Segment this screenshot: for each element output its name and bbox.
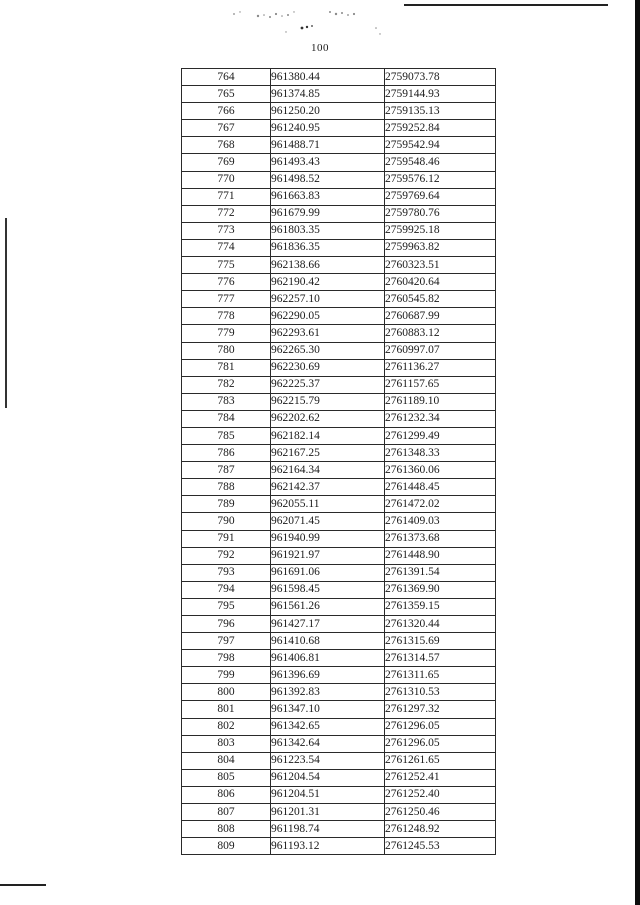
table-row [182, 154, 496, 171]
x-coordinate-cell: 961374.85 [271, 86, 385, 103]
point-number-cell: 807 [182, 804, 271, 821]
x-coordinate-cell: 962293.61 [271, 325, 385, 342]
x-coordinate-cell: 961406.81 [271, 650, 385, 667]
x-coordinate-cell: 962257.10 [271, 291, 385, 308]
point-number-cell: 799 [182, 667, 271, 684]
table-row [182, 291, 496, 308]
point-number-cell: 809 [182, 838, 271, 855]
point-number-cell: 782 [182, 376, 271, 393]
point-number-cell: 793 [182, 564, 271, 581]
point-number-cell: 789 [182, 496, 271, 513]
table-row [182, 393, 496, 410]
table-row [182, 496, 496, 513]
x-coordinate-cell: 961921.97 [271, 547, 385, 564]
y-coordinate-cell: 2761348.33 [385, 445, 496, 462]
y-coordinate-cell: 2761311.65 [385, 667, 496, 684]
x-coordinate-cell: 962230.69 [271, 359, 385, 376]
scan-left-mark [5, 218, 7, 408]
y-coordinate-cell: 2761245.53 [385, 838, 496, 855]
y-coordinate-cell: 2761369.90 [385, 581, 496, 598]
point-number-cell: 767 [182, 120, 271, 137]
y-coordinate-cell: 2761391.54 [385, 564, 496, 581]
x-coordinate-cell: 961598.45 [271, 581, 385, 598]
x-coordinate-cell: 962138.66 [271, 257, 385, 274]
x-coordinate-cell: 961392.83 [271, 684, 385, 701]
x-coordinate-cell: 961342.65 [271, 718, 385, 735]
y-coordinate-cell: 2761373.68 [385, 530, 496, 547]
y-coordinate-cell: 2761448.45 [385, 479, 496, 496]
x-coordinate-cell: 961940.99 [271, 530, 385, 547]
y-coordinate-cell: 2761252.40 [385, 786, 496, 803]
table-row [182, 445, 496, 462]
y-coordinate-cell: 2760323.51 [385, 257, 496, 274]
point-number-cell: 785 [182, 427, 271, 444]
y-coordinate-cell: 2759073.78 [385, 69, 496, 86]
table-row [182, 752, 496, 769]
point-number-cell: 778 [182, 308, 271, 325]
x-coordinate-cell: 961493.43 [271, 154, 385, 171]
y-coordinate-cell: 2761360.06 [385, 462, 496, 479]
table-row [182, 137, 496, 154]
table-row [182, 786, 496, 803]
point-number-cell: 802 [182, 718, 271, 735]
x-coordinate-cell: 961204.51 [271, 786, 385, 803]
y-coordinate-cell: 2761409.03 [385, 513, 496, 530]
point-number-cell: 777 [182, 291, 271, 308]
x-coordinate-cell: 962265.30 [271, 342, 385, 359]
y-coordinate-cell: 2760420.64 [385, 274, 496, 291]
table-row [182, 462, 496, 479]
y-coordinate-cell: 2759252.84 [385, 120, 496, 137]
point-number-cell: 786 [182, 445, 271, 462]
point-number-cell: 784 [182, 410, 271, 427]
point-number-cell: 787 [182, 462, 271, 479]
table-row [182, 120, 496, 137]
x-coordinate-cell: 961347.10 [271, 701, 385, 718]
x-coordinate-cell: 961679.99 [271, 205, 385, 222]
y-coordinate-cell: 2761296.05 [385, 735, 496, 752]
x-coordinate-cell: 961193.12 [271, 838, 385, 855]
x-coordinate-cell: 961803.35 [271, 222, 385, 239]
table-row [182, 171, 496, 188]
table-row [182, 616, 496, 633]
table-row [182, 188, 496, 205]
table-row [182, 769, 496, 786]
point-number-cell: 788 [182, 479, 271, 496]
coordinate-table-body [182, 69, 496, 855]
point-number-cell: 795 [182, 598, 271, 615]
point-number-cell: 765 [182, 86, 271, 103]
table-row [182, 86, 496, 103]
y-coordinate-cell: 2759963.82 [385, 239, 496, 256]
table-row [182, 308, 496, 325]
scan-top-line [404, 4, 608, 6]
y-coordinate-cell: 2761315.69 [385, 633, 496, 650]
x-coordinate-cell: 962215.79 [271, 393, 385, 410]
point-number-cell: 783 [182, 393, 271, 410]
point-number-cell: 794 [182, 581, 271, 598]
y-coordinate-cell: 2761296.05 [385, 718, 496, 735]
point-number-cell: 769 [182, 154, 271, 171]
table-row [182, 650, 496, 667]
point-number-cell: 774 [182, 239, 271, 256]
x-coordinate-cell: 961427.17 [271, 616, 385, 633]
table-row [182, 547, 496, 564]
table-row [182, 513, 496, 530]
scan-right-edge [635, 0, 640, 905]
point-number-cell: 791 [182, 530, 271, 547]
x-coordinate-cell: 961342.64 [271, 735, 385, 752]
table-row [182, 838, 496, 855]
point-number-cell: 800 [182, 684, 271, 701]
point-number-cell: 797 [182, 633, 271, 650]
x-coordinate-cell: 962142.37 [271, 479, 385, 496]
x-coordinate-cell: 961198.74 [271, 821, 385, 838]
table-row [182, 103, 496, 120]
y-coordinate-cell: 2759548.46 [385, 154, 496, 171]
x-coordinate-cell: 962071.45 [271, 513, 385, 530]
table-row [182, 239, 496, 256]
point-number-cell: 804 [182, 752, 271, 769]
x-coordinate-cell: 962055.11 [271, 496, 385, 513]
point-number-cell: 773 [182, 222, 271, 239]
x-coordinate-cell: 961488.71 [271, 137, 385, 154]
y-coordinate-cell: 2759769.64 [385, 188, 496, 205]
point-number-cell: 766 [182, 103, 271, 120]
table-row [182, 701, 496, 718]
y-coordinate-cell: 2759925.18 [385, 222, 496, 239]
table-row [182, 804, 496, 821]
x-coordinate-cell: 961240.95 [271, 120, 385, 137]
y-coordinate-cell: 2761261.65 [385, 752, 496, 769]
coordinate-table [181, 68, 496, 855]
table-row [182, 274, 496, 291]
table-row [182, 684, 496, 701]
point-number-cell: 779 [182, 325, 271, 342]
table-row [182, 564, 496, 581]
y-coordinate-cell: 2761320.44 [385, 616, 496, 633]
y-coordinate-cell: 2760687.99 [385, 308, 496, 325]
y-coordinate-cell: 2759576.12 [385, 171, 496, 188]
point-number-cell: 776 [182, 274, 271, 291]
table-row [182, 427, 496, 444]
x-coordinate-cell: 962202.62 [271, 410, 385, 427]
point-number-cell: 780 [182, 342, 271, 359]
scan-bottom-line [0, 884, 46, 886]
point-number-cell: 808 [182, 821, 271, 838]
y-coordinate-cell: 2761189.10 [385, 393, 496, 410]
y-coordinate-cell: 2761157.65 [385, 376, 496, 393]
table-row [182, 359, 496, 376]
x-coordinate-cell: 961223.54 [271, 752, 385, 769]
point-number-cell: 790 [182, 513, 271, 530]
page-number: 100 [311, 42, 329, 54]
point-number-cell: 770 [182, 171, 271, 188]
x-coordinate-cell: 961561.26 [271, 598, 385, 615]
point-number-cell: 781 [182, 359, 271, 376]
y-coordinate-cell: 2761136.27 [385, 359, 496, 376]
y-coordinate-cell: 2759780.76 [385, 205, 496, 222]
y-coordinate-cell: 2761472.02 [385, 496, 496, 513]
table-row [182, 598, 496, 615]
point-number-cell: 775 [182, 257, 271, 274]
point-number-cell: 764 [182, 69, 271, 86]
scan-smudge [226, 6, 396, 42]
x-coordinate-cell: 961396.69 [271, 667, 385, 684]
x-coordinate-cell: 961691.06 [271, 564, 385, 581]
y-coordinate-cell: 2761250.46 [385, 804, 496, 821]
table-row [182, 205, 496, 222]
y-coordinate-cell: 2761448.90 [385, 547, 496, 564]
table-row [182, 222, 496, 239]
x-coordinate-cell: 961380.44 [271, 69, 385, 86]
table-row [182, 410, 496, 427]
y-coordinate-cell: 2761310.53 [385, 684, 496, 701]
x-coordinate-cell: 962164.34 [271, 462, 385, 479]
point-number-cell: 801 [182, 701, 271, 718]
x-coordinate-cell: 961201.31 [271, 804, 385, 821]
x-coordinate-cell: 962182.14 [271, 427, 385, 444]
table-row [182, 257, 496, 274]
y-coordinate-cell: 2761299.49 [385, 427, 496, 444]
y-coordinate-cell: 2759144.93 [385, 86, 496, 103]
x-coordinate-cell: 962290.05 [271, 308, 385, 325]
table-row [182, 342, 496, 359]
point-number-cell: 772 [182, 205, 271, 222]
y-coordinate-cell: 2760883.12 [385, 325, 496, 342]
table-row [182, 667, 496, 684]
x-coordinate-cell: 962190.42 [271, 274, 385, 291]
x-coordinate-cell: 961498.52 [271, 171, 385, 188]
y-coordinate-cell: 2760545.82 [385, 291, 496, 308]
point-number-cell: 798 [182, 650, 271, 667]
table-row [182, 325, 496, 342]
point-number-cell: 771 [182, 188, 271, 205]
table-row [182, 718, 496, 735]
y-coordinate-cell: 2761359.15 [385, 598, 496, 615]
y-coordinate-cell: 2761252.41 [385, 769, 496, 786]
x-coordinate-cell: 962167.25 [271, 445, 385, 462]
x-coordinate-cell: 961663.83 [271, 188, 385, 205]
table-row [182, 376, 496, 393]
x-coordinate-cell: 961250.20 [271, 103, 385, 120]
y-coordinate-cell: 2760997.07 [385, 342, 496, 359]
point-number-cell: 803 [182, 735, 271, 752]
table-row [182, 821, 496, 838]
x-coordinate-cell: 961204.54 [271, 769, 385, 786]
point-number-cell: 796 [182, 616, 271, 633]
table-row [182, 581, 496, 598]
x-coordinate-cell: 961410.68 [271, 633, 385, 650]
y-coordinate-cell: 2761248.92 [385, 821, 496, 838]
y-coordinate-cell: 2759542.94 [385, 137, 496, 154]
point-number-cell: 792 [182, 547, 271, 564]
x-coordinate-cell: 962225.37 [271, 376, 385, 393]
point-number-cell: 768 [182, 137, 271, 154]
y-coordinate-cell: 2759135.13 [385, 103, 496, 120]
point-number-cell: 806 [182, 786, 271, 803]
y-coordinate-cell: 2761314.57 [385, 650, 496, 667]
y-coordinate-cell: 2761232.34 [385, 410, 496, 427]
x-coordinate-cell: 961836.35 [271, 239, 385, 256]
table-row [182, 69, 496, 86]
table-row [182, 479, 496, 496]
table-row [182, 735, 496, 752]
point-number-cell: 805 [182, 769, 271, 786]
table-row [182, 530, 496, 547]
y-coordinate-cell: 2761297.32 [385, 701, 496, 718]
table-row [182, 633, 496, 650]
